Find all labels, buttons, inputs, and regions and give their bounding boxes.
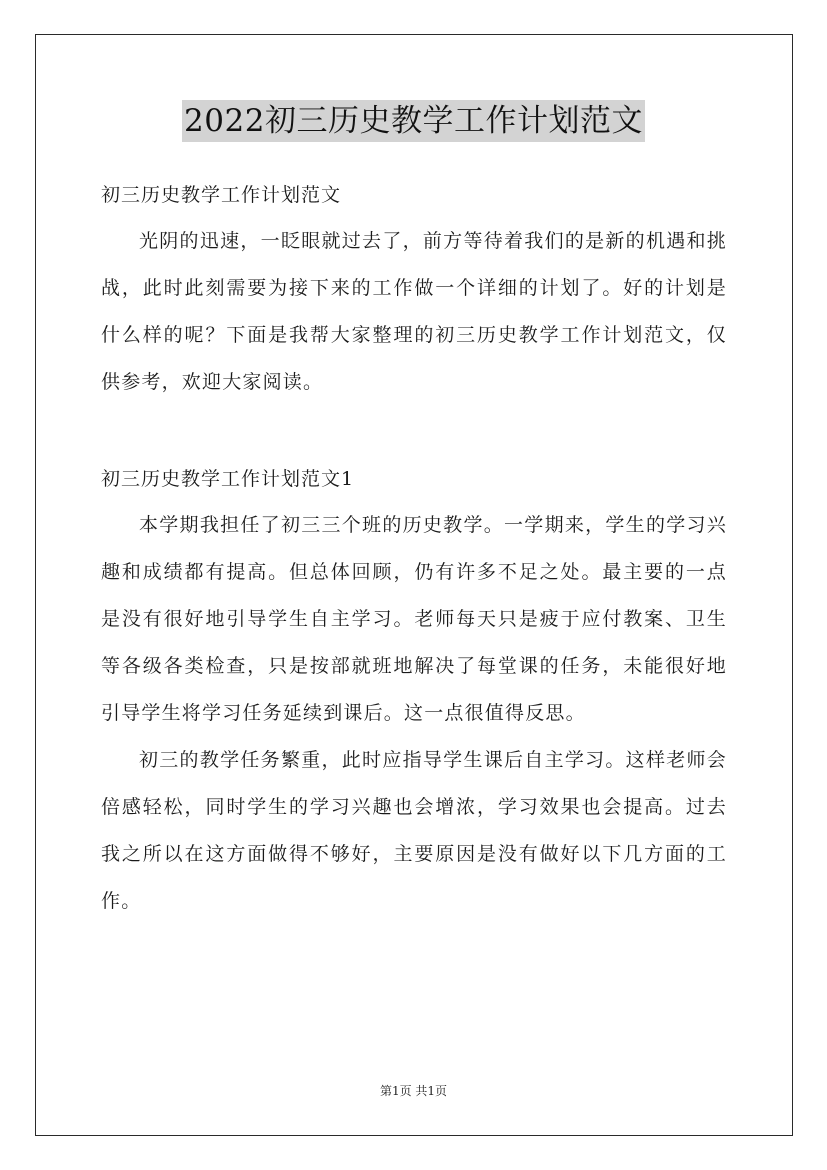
page-number-label: 第1页 共1页 [379, 1084, 448, 1098]
intro-paragraph: 光阴的迅速，一眨眼就过去了，前方等待着我们的是新的机遇和挑战，此时此刻需要为接下来的工作做一个详细的计划了。好的计划是什么样的呢？下面是我帮大家整理的初三历史教学工作计划范文，仅供参考，欢迎大家阅读。 [101, 230, 727, 393]
document-title: 2022初三历史教学工作计划范文 [182, 100, 645, 142]
section1-paragraph: 本学期我担任了初三三个班的历史教学。一学期来，学生的学习兴趣和成绩都有提高。但总体回顾，仍有许多不足之处。最主要的一点是没有很好地引导学生自主学习。老师每天只是疲于应付教案、卫生等各级各类检查，只是按部就班地解决了每堂课的任务，未能很好地引导学生将学习任务延续到课后。这一点很值得反思。 [101, 514, 727, 724]
title-container [0, 100, 827, 142]
section1-paragraph: 初三的教学任务繁重，此时应指导学生课后自主学习。这样老师会倍感轻松，同时学生的学习兴趣也会增浓，学习效果也会提高。过去我之所以在这方面做得不够好，主要原因是没有做好以下几方面的工作。 [101, 749, 727, 912]
page-footer [0, 1082, 827, 1100]
section-spacer [101, 406, 727, 456]
intro-heading: 初三历史教学工作计划范文 [101, 184, 342, 206]
document-body [101, 172, 727, 925]
section1-heading: 初三历史教学工作计划范文1 [101, 468, 355, 490]
